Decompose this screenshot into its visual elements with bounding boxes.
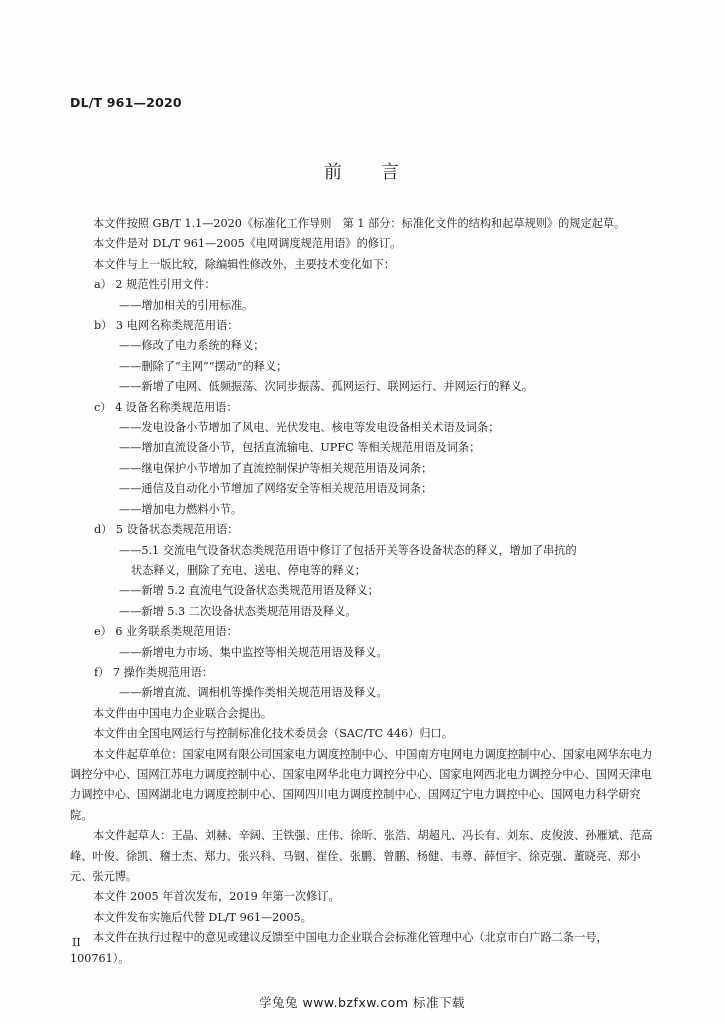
list-subitem: ——5.1 交流电气设备状态类规范用语中修订了包括开关等各设备状态的释义，增加了串抗的 (119, 543, 577, 557)
list-subitem: ——增加直流设备小节，包括直流输电、UPFC 等相关规范用语及词条； (119, 441, 481, 455)
foreword-body (70, 214, 654, 969)
paragraph: 本文件起草人：王晶、刘赫、辛阔、王铁强、庄伟、徐昕、张浩、胡超凡、冯长有、刘东、皮俊波、孙雁斌、范高峰、叶俊、徐凯、稽士杰、郑力、张兴科、马钢、崔佺、张鹏、曾鹏、杨健、韦尊、薛恒宇、徐克强、董晓亮、郑小元、张元博。 (70, 829, 653, 883)
list-subitem: ——新增电力市场、集中监控等相关规范用语及释义。 (119, 645, 388, 659)
paragraph: 本文件与上一版比较，除编辑性修改外，主要技术变化如下： (93, 257, 396, 271)
list-subitem: ——新增了电网、低频振荡、次同步振荡、孤网运行、联网运行、并网运行的释义。 (119, 380, 533, 394)
list-subitem: ——发电设备小节增加了风电、光伏发电、核电等发电设备相关术语及词条； (119, 421, 500, 435)
list-item-heading: a） 2 规范性引用文件： (94, 278, 216, 292)
list-subitem: ——删除了“主网”“摆动”的释义； (119, 359, 288, 373)
list-subitem: 状态释义，删除了充电、送电、停电等的释义； (131, 563, 366, 577)
list-item-heading: d） 5 设备状态类规范用语： (94, 523, 239, 537)
list-subitem: ——增加电力燃料小节。 (119, 502, 243, 516)
paragraph: 本文件按照 GB/T 1.1—2020《标准化工作导则 第 1 部分：标准化文件的结构和起草规则》的规定起草。 (93, 217, 626, 230)
list-subitem: ——修改了电力系统的释义； (119, 339, 265, 353)
paragraph: 本文件在执行过程中的意见或建议反馈至中国电力企业联合会标准化管理中心（北京市白广路二条一号，100761）。 (70, 931, 608, 965)
list-subitem: ——增加相关的引用标准。 (119, 298, 254, 312)
paragraph: 本文件起草单位：国家电网有限公司国家电力调度控制中心、中国南方电网电力调度控制中心、国家电网华东电力调控分中心、国网江苏电力调度控制中心、国家电网华北电力调控分中心、国家电网西北电力调控分中心、国网天津电力调控中心、国网湖北电力调度控制中心、国网四川电力调度控制中心、国网辽宁电力调控中心、国网电力科学研究院。 (70, 747, 653, 822)
paragraph: 本文件 2005 年首次发布，2019 年第一次修订。 (93, 890, 340, 904)
paragraph: 本文件由中国电力企业联合会提出。 (93, 706, 273, 720)
list-subitem: ——通信及自动化小节增加了网络安全等相关规范用语及词条； (119, 482, 433, 496)
paragraph: 本文件由全国电网运行与控制标准化技术委员会（SAC/TC 446）归口。 (93, 727, 453, 741)
list-subitem: ——新增 5.2 直流电气设备状态类规范用语及释义； (119, 584, 379, 598)
list-item-heading: f） 7 操作类规范用语： (94, 665, 214, 679)
list-item-heading: c） 4 设备名称类规范用语： (94, 400, 238, 414)
page-title: 前 言 (324, 162, 400, 183)
list-subitem: ——新增 5.3 二次设备状态类规范用语及释义。 (119, 604, 357, 618)
paragraph: 本文件是对 DL/T 961—2005《电网调度规范用语》的修订。 (93, 237, 402, 251)
paragraph: 本文件发布实施后代替 DL/T 961—2005。 (93, 910, 312, 924)
standard-code: DL/T 961—2020 (70, 95, 182, 110)
list-subitem: ——继电保护小节增加了直流控制保护等相关规范用语及词条； (119, 461, 433, 475)
site-footer: 学兔兔 www.bzfxw.com 标准下载 (259, 995, 465, 1010)
list-item-heading: e） 6 业务联系类规范用语： (94, 625, 238, 639)
page-number: II (72, 936, 81, 949)
list-subitem: ——新增直流、调相机等操作类相关规范用语及释义。 (119, 686, 388, 700)
list-item-heading: b） 3 电网名称类规范用语： (94, 319, 239, 333)
